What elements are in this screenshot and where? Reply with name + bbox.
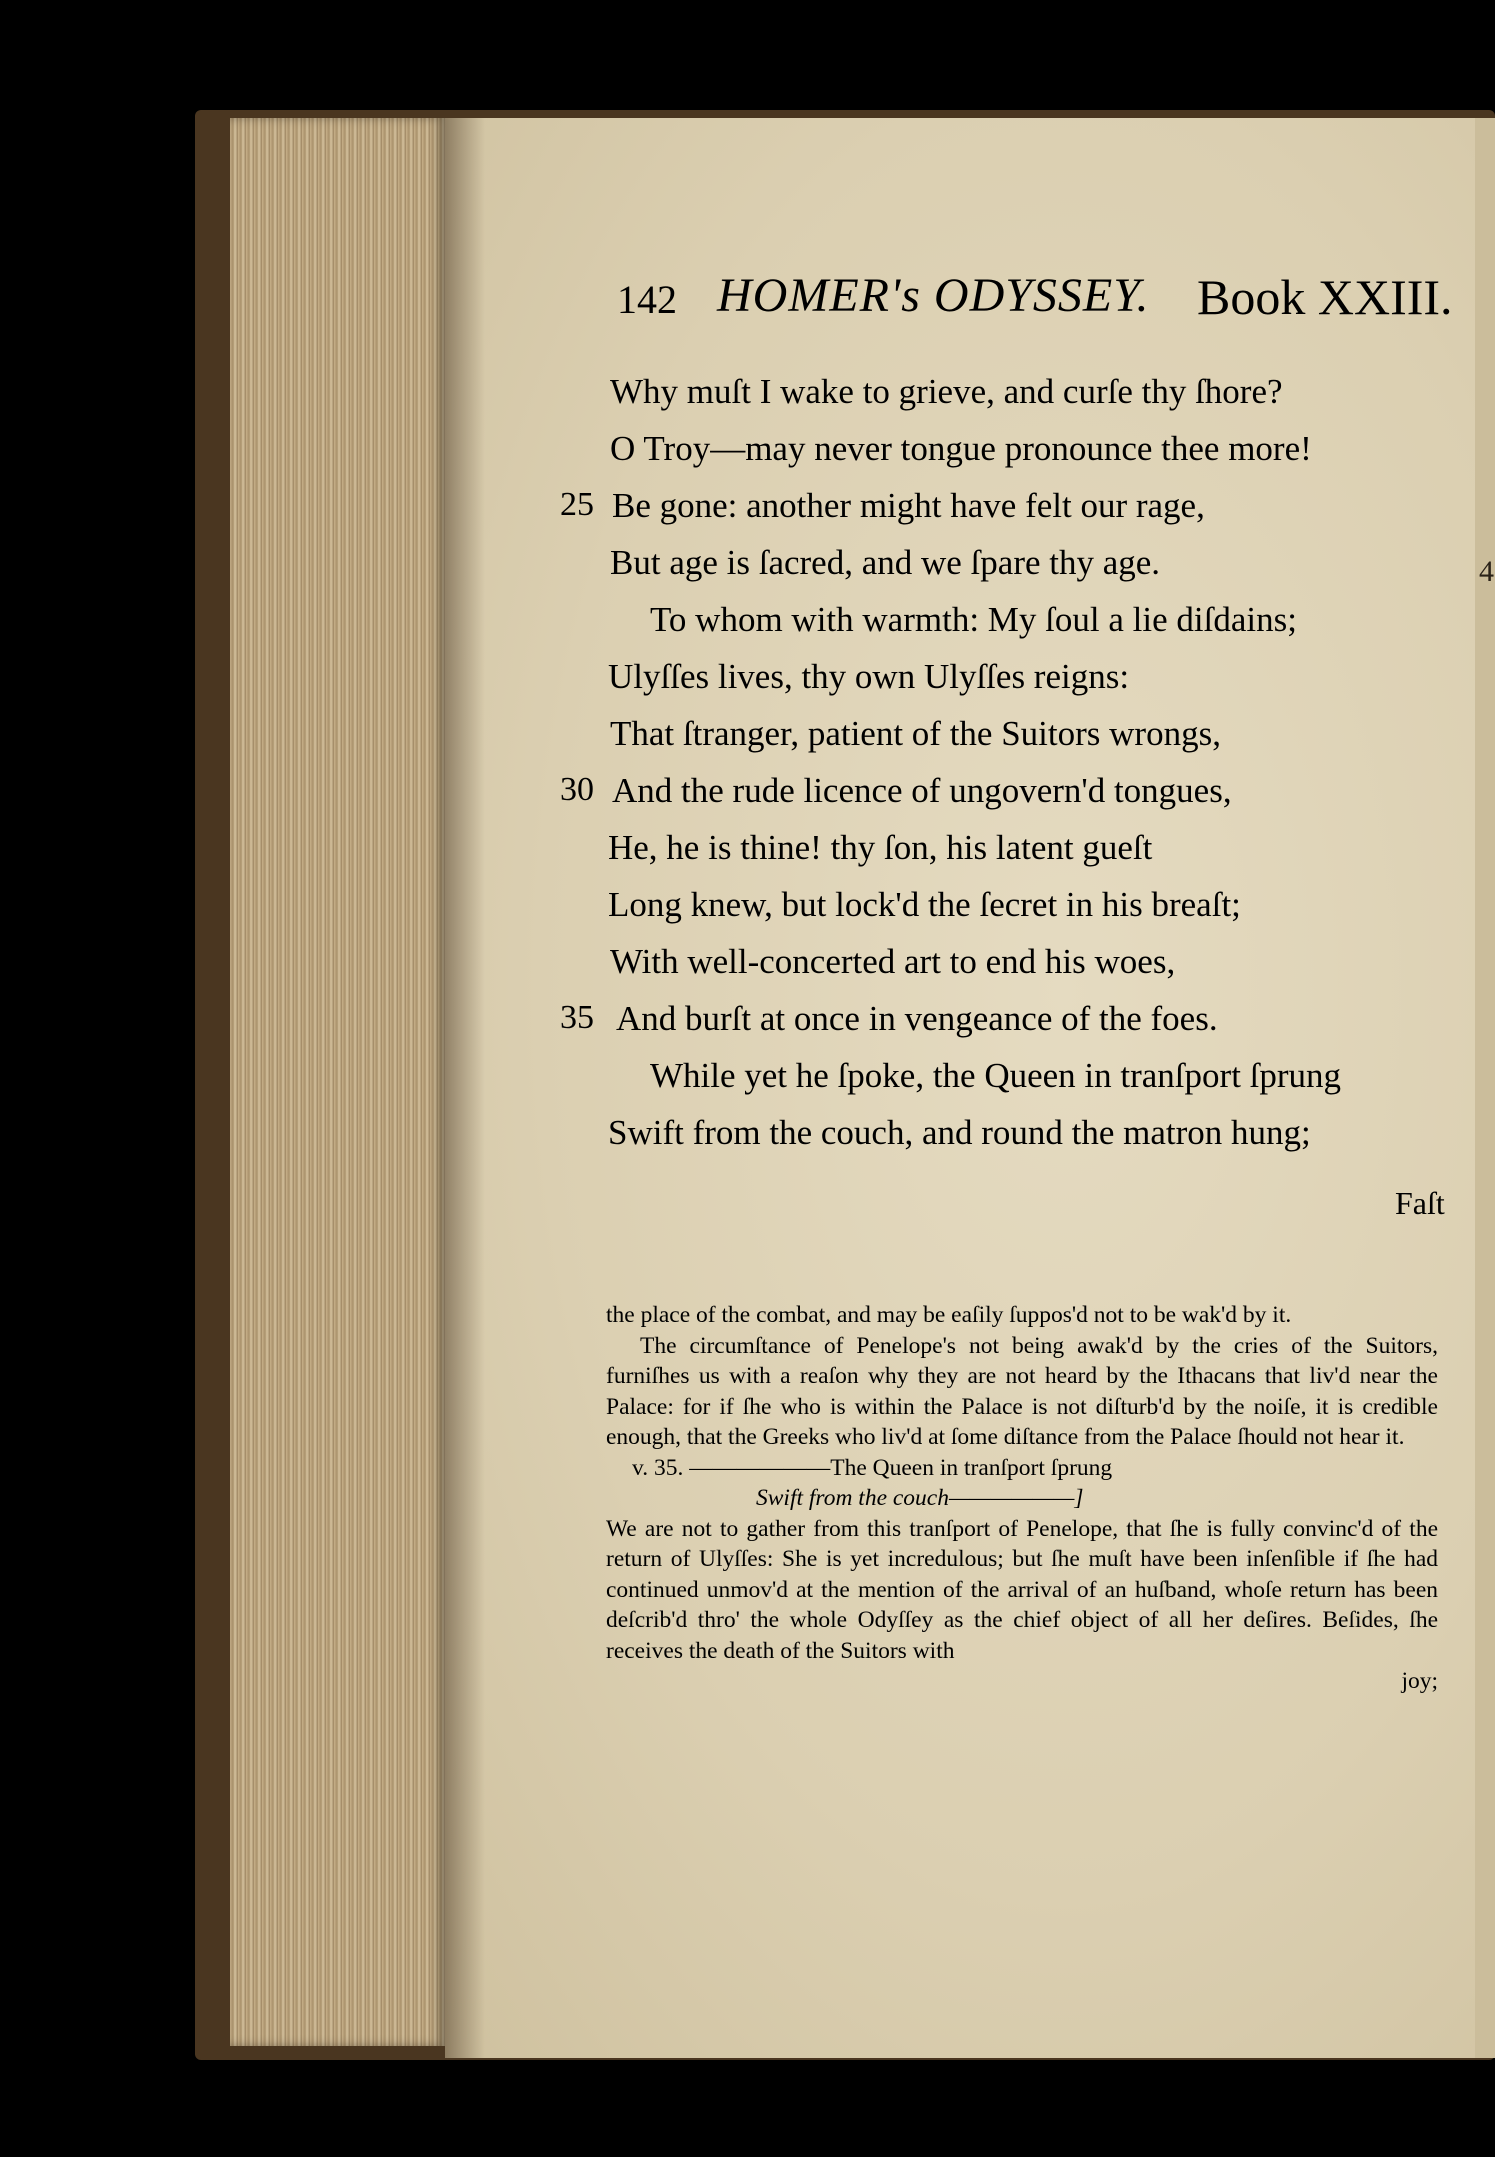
- line-number: 25: [560, 486, 594, 523]
- verse-line: Swift from the couch, and round the matron hung;: [608, 1113, 1311, 1152]
- facing-page-mark: 4: [1479, 555, 1494, 588]
- facing-page-edge: [1475, 118, 1495, 2058]
- verse-line: While yet he ſpoke, the Queen in tranſport ſprung: [650, 1056, 1342, 1095]
- page-number: 142: [617, 277, 677, 322]
- verse-line: Long knew, but lock'd the ſecret in his breaſt;: [608, 885, 1241, 924]
- note-citation: Swift from the couch——————]: [756, 1485, 1084, 1511]
- running-title: HOMER's ODYSSEY.: [717, 269, 1150, 322]
- note-citation: v. 35. ——————The Queen in tranſport ſprung: [632, 1454, 1113, 1481]
- verse-line: 35 And burſt at once in vengeance of the foes.: [560, 999, 1218, 1038]
- note-catchword: joy;: [1401, 1668, 1438, 1694]
- verse-line: With well-concerted art to end his woes,: [610, 942, 1176, 981]
- verse-line: 25 Be gone: another might have felt our rage,: [560, 486, 1205, 525]
- running-header: [617, 268, 1457, 338]
- verse-line: Ulyſſes lives, thy own Ulyſſes reigns:: [608, 657, 1130, 696]
- line-number: 35: [560, 999, 594, 1036]
- footnotes: [606, 1300, 1438, 1697]
- verse-line: 30 And the rude licence of ungovern'd tongues,: [560, 771, 1232, 810]
- verse-line: But age is ſacred, and we ſpare thy age.: [610, 543, 1161, 582]
- verse-line: O Troy—may never tongue pronounce thee more!: [610, 429, 1312, 468]
- book-label: Book XXIII.: [1197, 269, 1453, 325]
- catchword: Faſt: [1395, 1185, 1445, 1221]
- verse-line: To whom with warmth: My ſoul a lie diſdains;: [650, 600, 1297, 639]
- note-paragraph: the place of the combat, and may be eaſily ſuppos'd not to be wak'd by it.: [606, 1302, 1292, 1328]
- line-number: 30: [560, 771, 594, 808]
- verse-line: He, he is thine! thy ſon, his latent gueſt: [608, 828, 1153, 867]
- note-paragraph: The circumſtance of Penelope's not being awak'd by the cries of the Suitors, furniſhes us with a reaſon why they are not heard by the Ithacans that liv'd near the Palace: for if ſhe who is within the Palace is not diſturb'd by the noiſe, it is credible enough, that the Greeks who liv'd at ſome diſtance from the Palace ſhould not hear it.: [606, 1332, 1438, 1450]
- verse-line: Why muſt I wake to grieve, and curſe thy ſhore?: [610, 372, 1283, 411]
- note-paragraph: We are not to gather from this tranſport of Penelope, that ſhe is fully convinc'd of the return of Ulyſſes: She is yet incredulous; but ſhe muſt have been inſenſible if ſhe had continued unmov'd at the mention of the arrival of an huſband, whoſe return has been deſcrib'd thro' the whole Odyſſey as the chief object of all her deſires. Beſides, ſhe receives the death of the Suitors with: [606, 1515, 1438, 1664]
- verse-line: That ſtranger, patient of the Suitors wrongs,: [610, 714, 1221, 753]
